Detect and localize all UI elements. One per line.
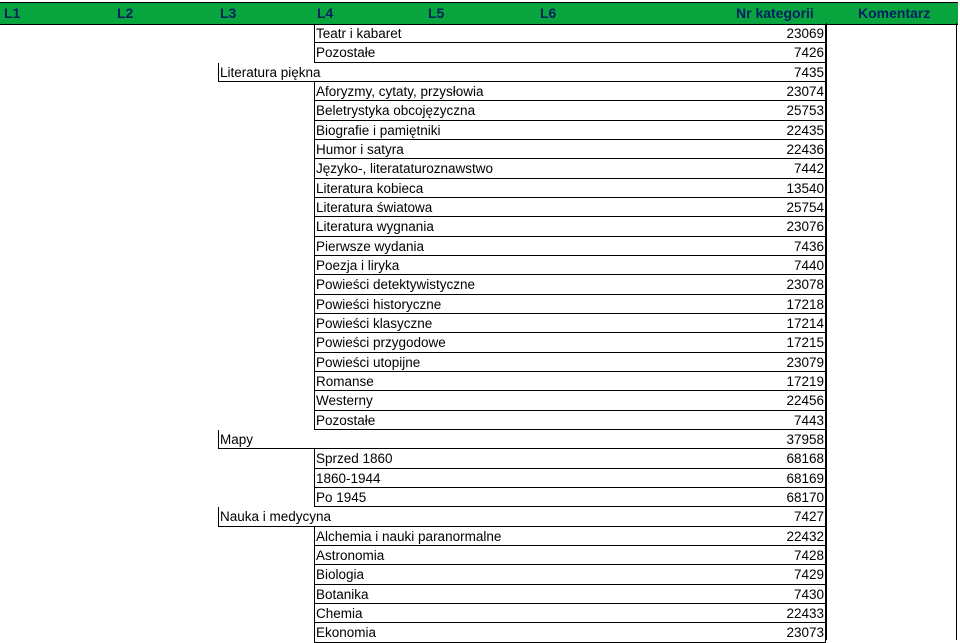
table-row[interactable] [0, 256, 960, 275]
category-name: Literatura światowa [316, 199, 433, 215]
category-name: Powieści historyczne [316, 296, 442, 312]
header-l3[interactable]: L3 [220, 5, 237, 21]
category-number: 23078 [786, 277, 824, 293]
category-name: Humor i satyra [316, 141, 404, 157]
category-number: 68169 [786, 470, 824, 486]
cell-border [314, 565, 826, 584]
category-number: 68170 [786, 489, 824, 505]
cell-border [314, 411, 826, 430]
table-row[interactable] [0, 353, 960, 372]
cell-border [314, 121, 826, 140]
header-row [0, 2, 958, 25]
category-name: Botanika [316, 586, 369, 602]
category-number: 23079 [786, 354, 824, 370]
category-number: 22433 [786, 605, 824, 621]
cell-border [314, 449, 826, 468]
col-sep-nr [826, 23, 827, 640]
category-number: 17215 [786, 335, 824, 351]
category-number: 17219 [786, 373, 824, 389]
cell-border [314, 275, 826, 294]
table-row[interactable] [0, 43, 960, 62]
table-row[interactable] [0, 391, 960, 410]
category-name: Literatura kobieca [316, 180, 424, 196]
category-name: Biologia [316, 567, 365, 583]
cell-border [314, 217, 826, 236]
table-row[interactable] [0, 179, 960, 198]
category-number: 22435 [786, 122, 824, 138]
category-name: Języko-, literataturoznawstwo [316, 161, 494, 177]
header-komentarz[interactable]: Komentarz [858, 5, 931, 21]
category-name: Alchemia i nauki paranormalne [316, 528, 502, 544]
category-name: Astronomia [316, 547, 385, 563]
category-number: 7427 [793, 509, 824, 525]
category-name: Powieści utopijne [316, 354, 421, 370]
category-number: 23074 [786, 83, 824, 99]
table-row[interactable] [0, 24, 960, 43]
header-nr-kategorii[interactable]: Nr kategorii [736, 5, 814, 21]
cell-border [314, 140, 826, 159]
category-name: Beletrystyka obcojęzyczna [316, 103, 476, 119]
category-name: Ekonomia [316, 625, 377, 641]
header-l6[interactable]: L6 [540, 5, 557, 21]
cell-border [314, 469, 826, 488]
category-number: 7442 [793, 161, 824, 177]
table-row[interactable] [0, 82, 960, 101]
cell-border [218, 507, 826, 526]
category-name: Pierwsze wydania [316, 238, 425, 254]
category-name: Pozostałe [316, 412, 376, 428]
category-number: 22436 [786, 141, 824, 157]
category-number: 22456 [786, 393, 824, 409]
category-number: 7440 [793, 257, 824, 273]
table-row[interactable] [0, 372, 960, 391]
category-number: 25754 [786, 199, 824, 215]
cell-border [314, 198, 826, 217]
category-name: Mapy [220, 431, 254, 447]
category-name: Powieści przygodowe [316, 335, 446, 351]
category-number: 17218 [786, 296, 824, 312]
category-number: 7426 [793, 45, 824, 61]
category-name: Powieści klasyczne [316, 315, 433, 331]
category-number: 7436 [793, 238, 824, 254]
category-name: Powieści detektywistyczne [316, 277, 476, 293]
table-row[interactable] [0, 469, 960, 488]
category-name: Teatr i kabaret [316, 26, 402, 41]
cell-border [314, 391, 826, 410]
category-name: Chemia [316, 605, 363, 621]
category-number: 7435 [793, 64, 824, 80]
cell-border [314, 604, 826, 623]
category-name: Poezja i liryka [316, 257, 400, 273]
table-row[interactable] [0, 411, 960, 430]
category-number: 22432 [786, 528, 824, 544]
cell-border [314, 295, 826, 314]
category-name: Westerny [316, 393, 373, 409]
table-row[interactable] [0, 140, 960, 159]
table-row[interactable] [0, 546, 960, 565]
category-number: 23073 [786, 625, 824, 641]
cell-border [314, 353, 826, 372]
table-row[interactable] [0, 507, 960, 526]
cell-border [314, 488, 826, 507]
table-row[interactable] [0, 604, 960, 623]
category-number: 7429 [793, 567, 824, 583]
category-name: Nauka i medycyna [220, 509, 332, 525]
cell-border [314, 24, 826, 43]
table-row[interactable] [0, 488, 960, 507]
category-number: 7430 [793, 586, 824, 602]
table-row[interactable] [0, 565, 960, 584]
category-number: 7428 [793, 547, 824, 563]
category-name: Literatura wygnania [316, 219, 434, 235]
category-number: 7443 [793, 412, 824, 428]
category-name: Biografie i pamiętniki [316, 122, 441, 138]
cell-border [218, 430, 826, 449]
category-name: 1860-1944 [316, 470, 381, 486]
cell-border [314, 101, 826, 120]
header-l5[interactable]: L5 [428, 5, 445, 21]
table-row[interactable] [0, 121, 960, 140]
cell-border [314, 372, 826, 391]
category-number: 25753 [786, 103, 824, 119]
category-number: 37958 [786, 431, 824, 447]
table-row[interactable] [0, 295, 960, 314]
cell-border [314, 546, 826, 565]
category-number: 68168 [786, 451, 824, 467]
cell-border [314, 43, 826, 62]
cell-border [314, 585, 826, 604]
table-row[interactable] [0, 585, 960, 604]
cell-border [314, 314, 826, 333]
category-name: Pozostałe [316, 45, 376, 61]
cell-border [314, 159, 826, 178]
table-row[interactable] [0, 527, 960, 546]
category-name: Sprzed 1860 [316, 451, 393, 467]
category-name: Po 1945 [316, 489, 367, 505]
category-number: 23069 [786, 26, 824, 41]
table-row[interactable] [0, 275, 960, 294]
category-name: Literatura piękna [220, 64, 321, 80]
category-name: Aforyzmy, cytaty, przysłowia [316, 83, 484, 99]
cell-border [218, 63, 826, 82]
table-row[interactable] [0, 63, 960, 82]
table-row[interactable] [0, 101, 960, 120]
table-row[interactable] [0, 237, 960, 256]
cell-border [314, 333, 826, 352]
category-number: 23076 [786, 219, 824, 235]
category-name: Romanse [316, 373, 374, 389]
table-row[interactable] [0, 217, 960, 236]
header-l4[interactable]: L4 [317, 5, 334, 21]
cell-border [314, 82, 826, 101]
cell-border [314, 179, 826, 198]
cell-border [314, 527, 826, 546]
col-sep-right [956, 23, 957, 640]
cell-border [314, 237, 826, 256]
cell-border [314, 256, 826, 275]
category-number: 13540 [786, 180, 824, 196]
table-row[interactable] [0, 333, 960, 352]
category-number: 17214 [786, 315, 824, 331]
table-row[interactable] [0, 430, 960, 449]
table-row[interactable] [0, 159, 960, 178]
table-row[interactable] [0, 198, 960, 217]
table-row[interactable] [0, 314, 960, 333]
table-row[interactable] [0, 449, 960, 468]
header-l2[interactable]: L2 [117, 5, 134, 21]
header-l1[interactable]: L1 [4, 5, 21, 21]
